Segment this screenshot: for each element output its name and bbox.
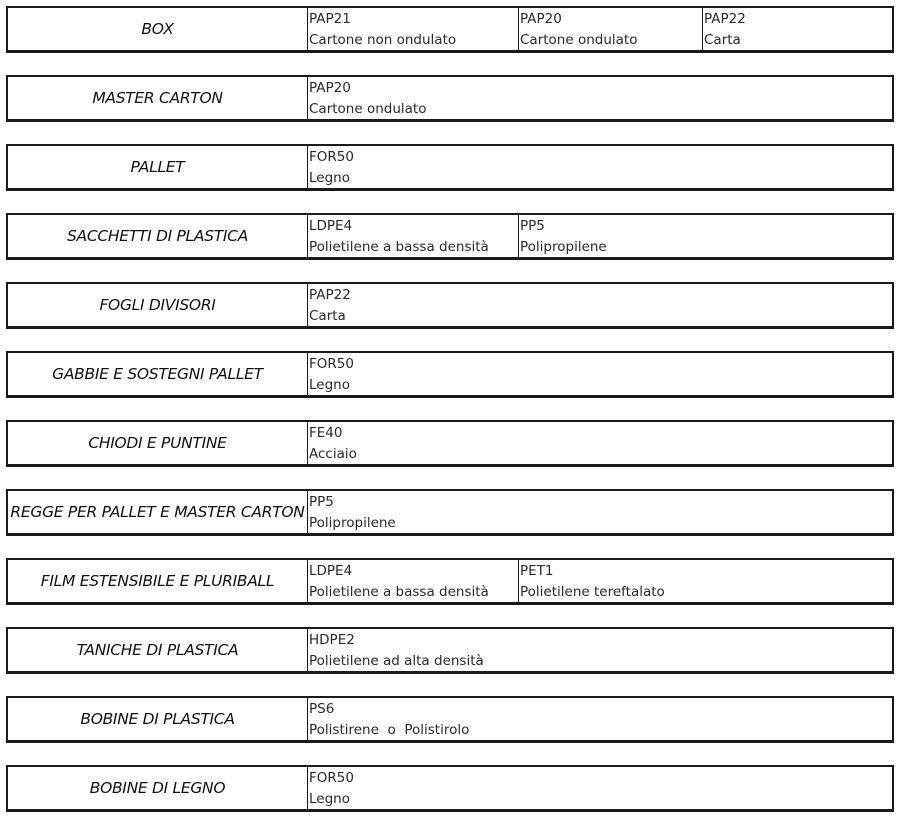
material-code: FOR50	[309, 356, 354, 372]
material-cells	[308, 353, 892, 395]
material-code: PAP22	[704, 11, 746, 27]
material-cells	[308, 767, 892, 809]
material-cell	[308, 560, 518, 602]
material-description: Legno	[309, 377, 350, 393]
material-cell	[308, 698, 892, 740]
material-description: Acciaio	[309, 446, 357, 462]
material-code: FOR50	[309, 149, 354, 165]
material-cells	[308, 560, 892, 602]
material-code: FE40	[309, 425, 343, 441]
material-code: LDPE4	[309, 218, 353, 234]
row-label: SACCHETTI DI PLASTICA	[8, 215, 308, 257]
material-description: Polietilene tereftalato	[520, 584, 665, 600]
row-label: BOX	[8, 8, 308, 50]
material-cells	[308, 284, 892, 326]
material-cell	[308, 422, 892, 464]
table-row	[6, 282, 894, 329]
row-label: FOGLI DIVISORI	[8, 284, 308, 326]
material-cell	[308, 146, 892, 188]
row-label: BOBINE DI LEGNO	[8, 767, 308, 809]
material-code: LDPE4	[309, 563, 353, 579]
table-row	[6, 489, 894, 536]
material-code: HDPE2	[309, 632, 355, 648]
material-cell	[518, 215, 892, 257]
material-code: PP5	[520, 218, 545, 234]
row-label: MASTER CARTON	[8, 77, 308, 119]
table-row	[6, 558, 894, 605]
material-code: PS6	[309, 701, 335, 717]
row-label: REGGE PER PALLET E MASTER CARTON	[8, 491, 308, 533]
table-row	[6, 627, 894, 674]
material-cell	[308, 8, 518, 50]
table-row	[6, 351, 894, 398]
row-label: CHIODI E PUNTINE	[8, 422, 308, 464]
material-cell	[308, 491, 892, 533]
material-code: PAP22	[309, 287, 351, 303]
material-cell	[308, 215, 518, 257]
material-cells	[308, 215, 892, 257]
material-cell	[518, 8, 702, 50]
table-row	[6, 420, 894, 467]
material-description: Carta	[704, 32, 741, 48]
material-description: Polistirene o Polistirolo	[309, 722, 470, 738]
material-code: PET1	[520, 563, 554, 579]
row-label: FILM ESTENSIBILE E PLURIBALL	[8, 560, 308, 602]
material-code: PAP20	[309, 80, 351, 96]
material-cell	[308, 353, 892, 395]
table-row	[6, 75, 894, 122]
material-description: Polipropilene	[309, 515, 396, 531]
material-description: Polietilene a bassa densità	[309, 239, 489, 255]
material-cells	[308, 422, 892, 464]
material-code: PP5	[309, 494, 334, 510]
material-cell	[308, 629, 892, 671]
table-row	[6, 6, 894, 53]
material-code: FOR50	[309, 770, 354, 786]
table-row	[6, 765, 894, 812]
row-label: BOBINE DI PLASTICA	[8, 698, 308, 740]
table-row	[6, 144, 894, 191]
material-description: Cartone ondulato	[520, 32, 638, 48]
material-description: Legno	[309, 791, 350, 807]
material-cell	[308, 77, 892, 119]
packaging-material-table	[6, 6, 894, 834]
material-description: Legno	[309, 170, 350, 186]
material-cell	[702, 8, 892, 50]
table-row	[6, 213, 894, 260]
table-row	[6, 696, 894, 743]
material-code: PAP21	[309, 11, 351, 27]
material-cells	[308, 77, 892, 119]
material-description: Cartone ondulato	[309, 101, 427, 117]
material-cells	[308, 698, 892, 740]
material-cell	[308, 284, 892, 326]
material-description: Carta	[309, 308, 346, 324]
material-cell	[308, 767, 892, 809]
material-description: Polietilene a bassa densità	[309, 584, 489, 600]
row-label: PALLET	[8, 146, 308, 188]
material-cells	[308, 629, 892, 671]
material-cells	[308, 8, 892, 50]
material-description: Cartone non ondulato	[309, 32, 457, 48]
material-description: Polietilene ad alta densità	[309, 653, 484, 669]
row-label: GABBIE E SOSTEGNI PALLET	[8, 353, 308, 395]
row-label: TANICHE DI PLASTICA	[8, 629, 308, 671]
material-code: PAP20	[520, 11, 562, 27]
material-cells	[308, 491, 892, 533]
material-description: Polipropilene	[520, 239, 607, 255]
material-cell	[518, 560, 892, 602]
material-cells	[308, 146, 892, 188]
